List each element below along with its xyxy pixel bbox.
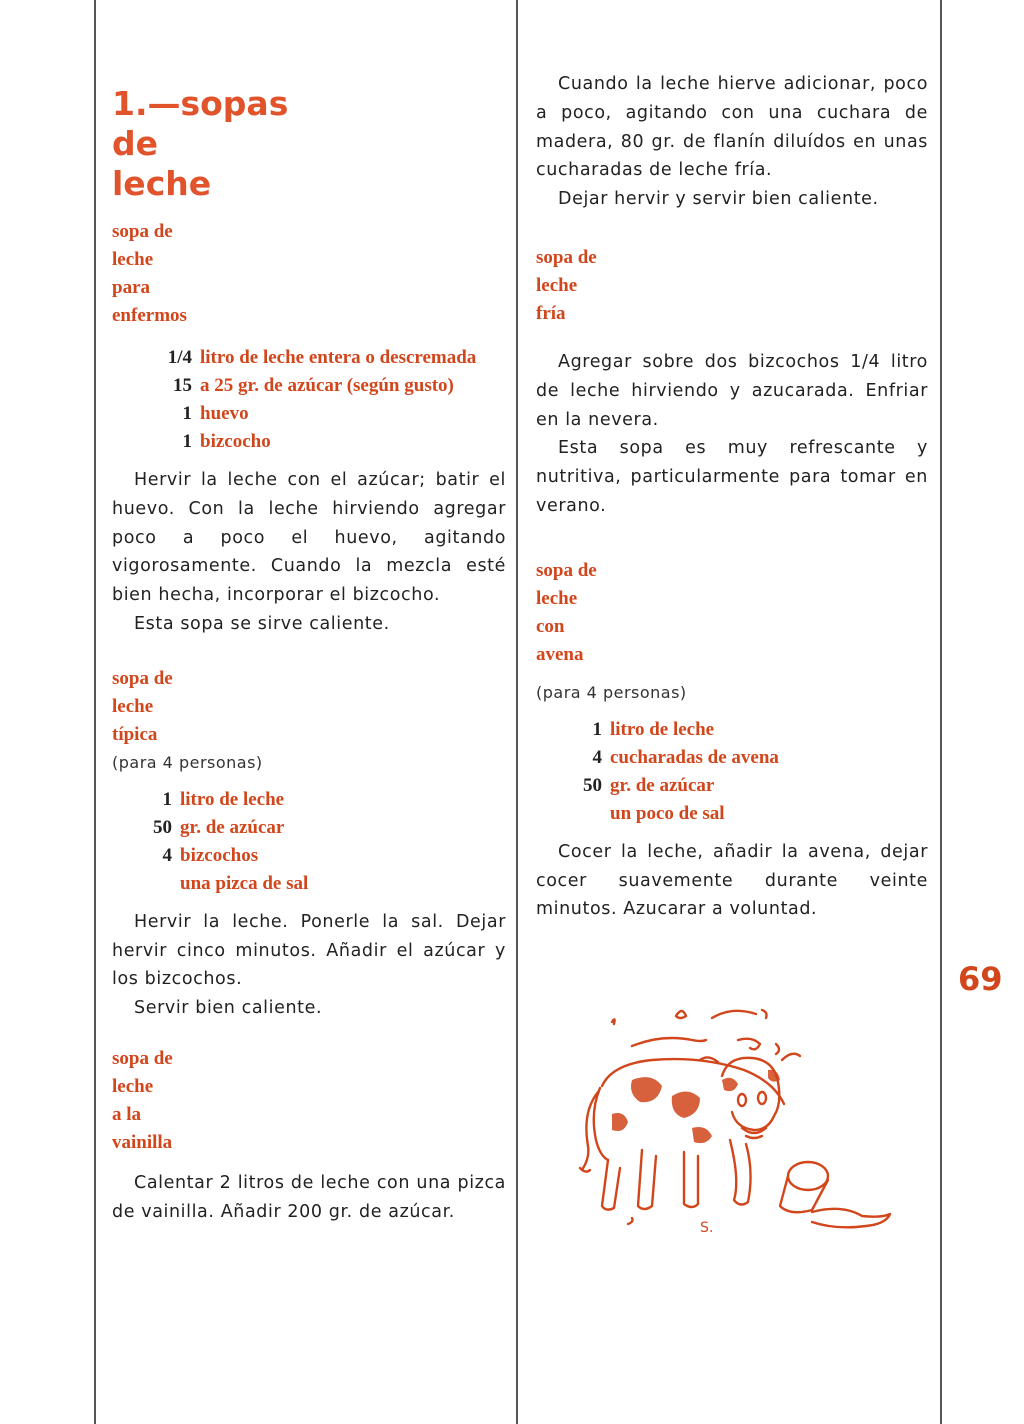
column-rule-right bbox=[940, 0, 942, 1424]
recipe-body-avena: Cocer la leche, añadir la avena, dejar cocer suavemente durante veinte minutos. Azucarar a voluntad. bbox=[536, 841, 928, 920]
recipe-title-enfermos: sopa de leche para enfermos bbox=[112, 221, 187, 326]
page-number: 69 bbox=[958, 960, 1003, 998]
recipe-note-enfermos: Esta sopa se sirve caliente. bbox=[134, 613, 390, 634]
recipe-note-tipica: Servir bien caliente. bbox=[134, 998, 323, 1019]
recipe-title-tipica: sopa de leche típica bbox=[112, 667, 173, 745]
recipe-body-vainilla-cont: Cuando la leche hierve adicionar, poco a poco, agitando con una cuchara de madera, 80 gr. de flanín diluídos en unas cucharadas de leche fría. bbox=[536, 74, 928, 181]
recipe-body-fria: Agregar sobre dos bizcochos 1/4 litro de leche hirviendo y azucarada. Enfriar en la nevera. bbox=[536, 351, 928, 430]
illustrator-signature: S. bbox=[700, 1220, 714, 1236]
recipe-title-vainilla: sopa de leche a la vainilla bbox=[112, 1047, 173, 1153]
ingredient-item: 15 a 25 gr. de azúcar (según gusto) bbox=[173, 375, 454, 396]
ingredient-item: un poco de sal bbox=[610, 802, 725, 824]
recipe-note-vainilla-cont: Dejar hervir y servir bien caliente. bbox=[558, 189, 879, 210]
column-rule-left bbox=[94, 0, 96, 1424]
ingredient-item: una pizca de sal bbox=[180, 872, 309, 894]
ingredients-tipica bbox=[152, 786, 506, 898]
ingredient-item: 4 cucharadas de avena bbox=[592, 746, 779, 768]
ingredient-item: 1 litro de leche bbox=[592, 718, 715, 740]
right-column bbox=[536, 70, 928, 924]
ingredient-item: 50 gr. de azúcar bbox=[583, 774, 715, 796]
ingredient-item: 50 gr. de azúcar bbox=[153, 816, 285, 838]
recipe-title-fria: sopa de leche fría bbox=[536, 246, 597, 324]
ingredient-item: 1 litro de leche bbox=[162, 788, 285, 810]
ingredient-item: 1 huevo bbox=[182, 403, 249, 424]
recipe-note-fria: Esta sopa es muy refrescante y nutritiva, particularmente para tomar en verano. bbox=[536, 438, 928, 516]
serving-note-avena: (para 4 personas) bbox=[536, 682, 687, 702]
ingredients-enfermos bbox=[146, 344, 506, 456]
recipe-body-enfermos: Hervir la leche con el azúcar; batir el huevo. Con la leche hirviendo agregar poco a poco el huevo, agitando vigorosamente. Cuando la mezcla esté bien hecha, incorporar el bizcocho. bbox=[112, 470, 506, 606]
ingredient-item: 4 bizcochos bbox=[162, 844, 259, 866]
cow-illustration bbox=[572, 1000, 902, 1240]
column-rule-middle bbox=[516, 0, 518, 1424]
ingredients-avena bbox=[582, 716, 928, 828]
left-column bbox=[112, 84, 506, 1227]
chapter-title: 1.—sopas de leche bbox=[112, 84, 289, 203]
recipe-body-tipica: Hervir la leche. Ponerle la sal. Dejar hervir cinco minutos. Añadir el azúcar y los bizcochos. bbox=[112, 911, 506, 990]
recipe-body-vainilla: Calentar 2 litros de leche con una pizca de vainilla. Añadir 200 gr. de azúcar. bbox=[112, 1172, 506, 1222]
serving-note-tipica: (para 4 personas) bbox=[112, 752, 263, 772]
ingredient-item: 1/4 litro de leche entera o descremada bbox=[167, 347, 477, 368]
ingredient-item: 1 bizcocho bbox=[182, 431, 271, 452]
recipe-title-avena: sopa de leche con avena bbox=[536, 559, 597, 665]
